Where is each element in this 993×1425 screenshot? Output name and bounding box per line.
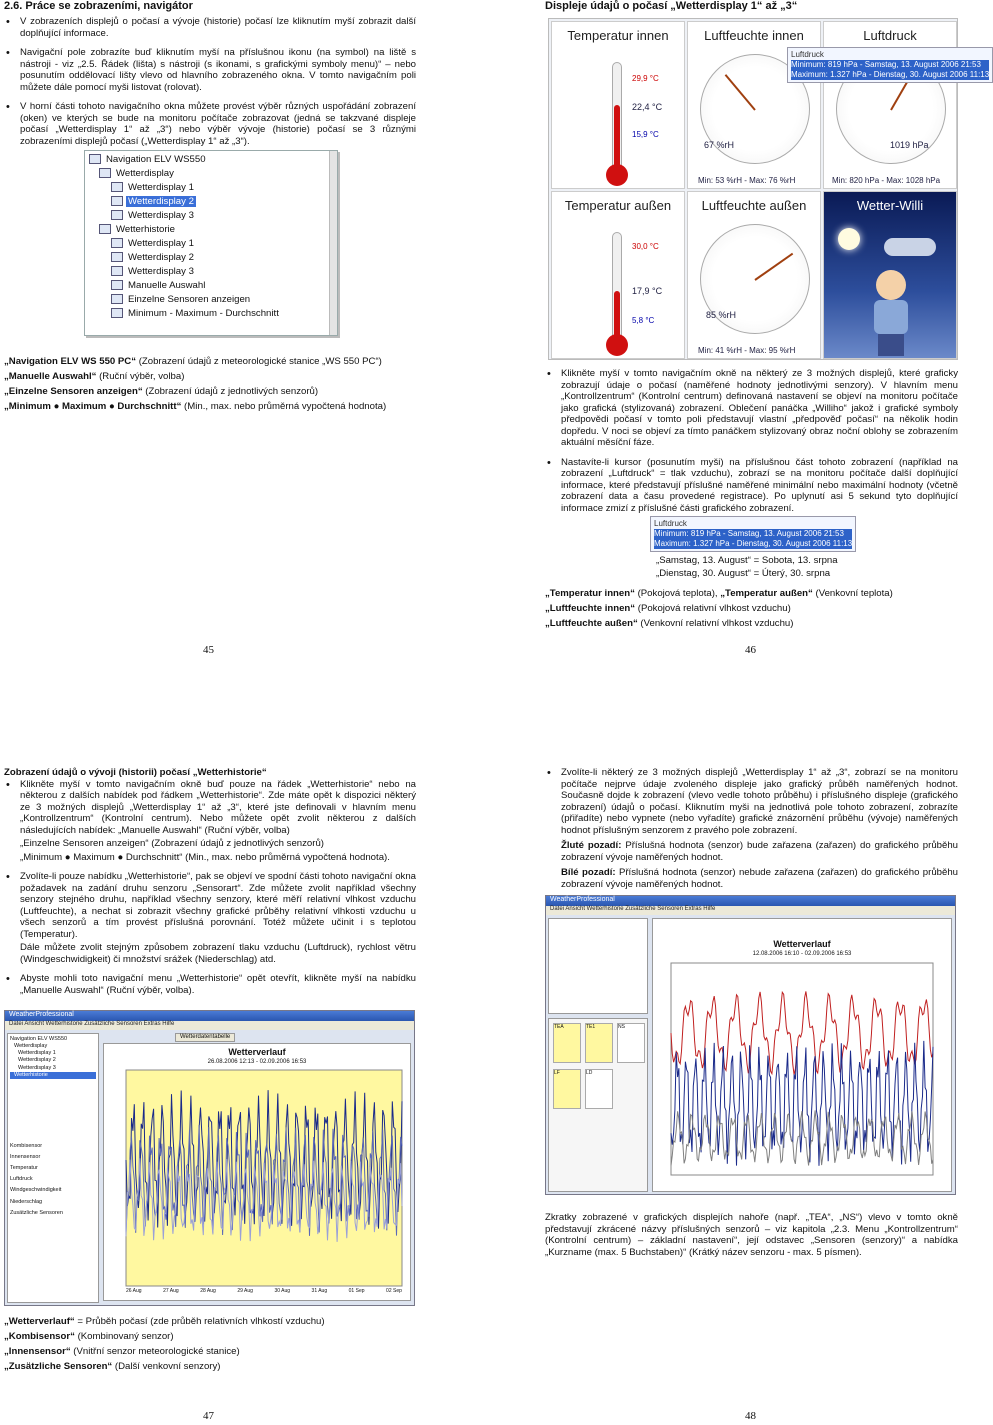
humidity-history-plot <box>126 1070 402 1286</box>
panel-pressure[interactable]: Luftdruck 1019 hPa Min: 820 hPa - Max: 1028 hPa <box>823 21 957 189</box>
multi-series-plot <box>671 963 933 1175</box>
tree-history-1[interactable]: Wetterdisplay 1 <box>111 238 196 250</box>
mini-display-grid[interactable]: TEA TE1 NS LF LD <box>548 1018 648 1192</box>
p46-text <box>545 368 958 518</box>
display-icon <box>111 210 123 220</box>
history-icon <box>111 238 123 248</box>
history-chart: Wetterverlauf 12.08.2006 16:10 - 02.09.2006 16:53 <box>652 918 952 1192</box>
monitor-icon <box>89 154 101 164</box>
willi-figure-icon <box>876 270 906 300</box>
tree-root[interactable]: Navigation ELV WS550 <box>89 154 208 166</box>
thermometer-bulb <box>606 334 628 356</box>
p48-note: Zkratky zobrazené v grafických displejích nahoře (např. „TEA“, „NS“) vlevo v tomto okně představují zkrácené názvy příslušných senzorů – viz kapitola „2.3. Menu „Kontrollzentrum“ (Kontrolní centrum) – základní nastavení“, její odstavec „Sensoren (senzory)“ a nabídka „Kurzname (max. 5 Buchstaben)“ (Krátký název senzoru - max. 5 písmen). <box>545 1212 958 1258</box>
p46-legend: „Temperatur innen“ (Pokojová teplota), „Temperatur außen“ (Venkovní teplota) „Luftfeuchte innen“ (Pokojová relativní vlhkost vzduchu) „Luftfeuchte außen“ (Venkovní relativní vlhkost vzduchu) <box>545 588 893 629</box>
page-number-48: 48 <box>745 1410 756 1422</box>
panel-wetter-willi[interactable]: Wetter-Willi <box>823 191 957 359</box>
bullet-2: • Zvolíte-li pouze nabídku „Wetterhistorie“, pak se objeví ve spodní části tohoto navigační okna požadavek na zadání druhu senzoru „Sensorart“. Zde můžete zvolit například všechny senzory stejného druhu, například všechny senzory, které měří relativní vlhkost vzduchu (Luftfeuchte), a nechat si zobrazit všechny grafické průběhy relativní vlhkosti vzduchu u všech senzorů a tím provést příslušná porovnání. Totéž můžete učinit i s teplotou (Temperatur). Dále můžete zvolit stejným způsobem zobrazení tlaku vzduchu (Luftdruck), rychlost větru (Windgeschwidigkeit) či množství srážek (Niederschlag) atd. <box>4 871 416 965</box>
cloud-icon <box>884 238 936 256</box>
page-number-46: 46 <box>745 644 756 656</box>
wetterdisplay-history-screenshot: WeatherProfessional Datei Ansicht Wetterhistorie Zusätzliche Sensoren Extras Hilfe TEA TE1 NS LF LD Wetterverlauf 12.08.2006 16:10 - 02.09.2006 16:53 <box>545 895 956 1195</box>
panel-title: Temperatur innen <box>567 28 669 43</box>
folder-icon <box>99 168 111 178</box>
panel-temp-innen[interactable]: Temperatur innen 29,9 °C 22,4 °C 15,9 °C <box>551 21 685 189</box>
tree-scrollbar[interactable] <box>329 151 337 335</box>
p47-legend: „Wetterverlauf“ = Průběh počasí (zde průběh relativních vlhkostí vzduchu) „Kombisensor“ (Kombinovaný senzor) „Innensensor“ (Vnitřní senzor meteorologické stanice) „Zusätzliche Sensoren“ (Další venkovní senzory) <box>4 1316 325 1372</box>
page-number-47: 47 <box>203 1410 214 1422</box>
moon-icon <box>838 228 860 250</box>
panel-humidity-aussen[interactable]: Luftfeuchte außen 85 %rH Min: 41 %rH - Max: 95 %rH <box>687 191 821 359</box>
panel-temp-aussen[interactable]: Temperatur außen 30,0 °C 17,9 °C 5,8 °C <box>551 191 685 359</box>
p45-legend: „Navigation ELV WS 550 PC“ (Zobrazení údajů z meteorologické stanice „WS 550 PC“) „Manuelle Auswahl“ (Ruční výběr, volba) „Einzelne Sensoren anzeigen“ (Zobrazení údajů z jednotlivých senzorů) „Minimum ● Maximum ● Durchschnitt“ (Min., max. nebo průměrná vypočtená hodnota) <box>4 356 387 412</box>
tree-history-3[interactable]: Wetterdisplay 3 <box>111 266 196 278</box>
history-icon <box>111 266 123 276</box>
tree-history-2[interactable]: Wetterdisplay 2 <box>111 252 196 264</box>
section-heading: 2.6. Práce se zobrazeními, navigátor <box>4 0 193 12</box>
history-icon <box>111 252 123 262</box>
tree-sensors[interactable]: Einzelne Sensoren anzeigen <box>111 294 252 306</box>
weather-display <box>548 18 990 360</box>
page-48 <box>545 767 958 894</box>
panel-humidity-innen[interactable]: Luftfeuchte innen 67 %rH Min: 53 %rH - Max: 76 %rH <box>687 21 821 189</box>
hand-icon <box>111 280 123 290</box>
tab-wetterdatentabelle[interactable]: Wetterdatentabelle <box>175 1033 235 1042</box>
pressure-tooltip: Luftdruck Minimum: 819 hPa - Samstag, 13. August 2006 21:53 Maximum: 1.327 hPa - Dienstag, 30. August 2006 11:13 <box>787 47 993 83</box>
bullet-1: • Klikněte myší v tomto navigačním okně na některý ze 3 možných displejů, které graficky zobrazují údaje o počasí (naměřené hodnoty jednotlivými senzory). V hlavním menu „Kontrollzentrum“ (Kontrolní centrum) definovaná nastavení se objeví na monitoru počítače jako grafická (stylizovaná) zobrazení. Oblečení panáčka „Williho“ jakož i grafické symboly předpovědi počasí v tomto poli představují vlastní „předpověď počasí“ na několik hodin dopředu. V noci se objeví za tímto panáčkem stylizovaný obraz noční oblohy se zobrazením aktuální měsíční fáze. <box>545 368 958 449</box>
page-45 <box>4 0 416 151</box>
p46-heading: Displeje údajů o počasí „Wetterdisplay 1“ až „3“ <box>545 0 798 12</box>
nav-pane[interactable] <box>548 918 648 1014</box>
bullet-1: • V zobrazeních displejů o počasí a vývoje (historie) počasí lze kliknutím myší zobrazit další doplňující informace. <box>4 16 416 39</box>
x-axis-ticks: 26 Aug 27 Aug 28 Aug 29 Aug 30 Aug 31 Aug 01 Sep 02 Sep <box>126 1288 402 1294</box>
bullet-3: • Abyste mohli toto navigační menu „Wetterhistorie“ opět otevřít, klikněte myší na nabídku „Manuelle Auswahl“ (Ruční výběr, volba). <box>4 973 416 996</box>
history-chart: Wetterverlauf 26.08.2006 12:13 - 02.09.2006 16:53 26 Aug 27 Aug 28 Aug 29 Aug 30 Aug 31 Aug 01 Sep 02 Sep <box>103 1043 411 1301</box>
navigator-tree[interactable] <box>84 150 338 336</box>
willi-body <box>874 300 908 334</box>
thermometer-icon <box>612 62 622 170</box>
thermometer-icon <box>612 232 622 340</box>
willi-legs <box>878 334 904 356</box>
bullet-2: • Nastavíte-li kursor (posunutím myši) na příslušnou část tohoto zobrazení (například na zobrazení „Luftdruck“ = tlak vzduchu), zobrazí se na monitoru počítače další doplňující informace, které představují příslušné naměřené minimální nebo maximální hodnoty (včetně zobrazení data a času provedené registrace). Po uplynutí asi 5 sekund tyto doplňující informace zmizí z příslušné části grafického zobrazení. <box>545 457 958 515</box>
tree-minmax[interactable]: Minimum - Maximum - Durchschnitt <box>111 308 281 320</box>
pressure-tooltip-detail: Luftdruck Minimum: 819 hPa - Samstag, 13. August 2006 21:53 Maximum: 1.327 hPa - Dienstag, 30. August 2006 11:13 <box>650 516 856 552</box>
tree-wetterdisplay-2[interactable]: Wetterdisplay 2 <box>111 196 196 208</box>
wetterhistorie-screenshot: WeatherProfessional Datei Ansicht Wetterhistorie Zusätzliche Sensoren Extras Hilfe Navigation ELV WS550 Wetterdisplay Wetterdisplay 1 Wetterdisplay 2 Wetterdisplay 3 Wetterhistorie Kombisensor Innensensor Temperatur Luftdruck Windgeschwindigkeit Niederschlag Zusätzliche Sensoren Wetterdatentabelle Wetterverlauf 26.08.2006 12:13 - 02.09.2006 16:53 26 Aug 27 Aug 28 Aug 29 Aug 30 Aug 31 Aug 01 Sep 02 Sep <box>4 1010 415 1306</box>
date-notes: „Samstag, 13. August“ = Sobota, 13. srpna „Dienstag, 30. August“ = Úterý, 30. srpna <box>656 555 838 580</box>
bullet-1: • Zvolíte-li některý ze 3 možných displejů „Wetterdisplay 1“ až „3“, zobrazí se na monitoru počítače nejprve údaje zvoleného displeje jako grafický průběh naměřených hodnot. Současně dojde k zobrazení (vlevo vedle tohoto průběhu) i příslušného displeje (grafického zobrazení) údajů o počasí. Kliknutím myši na jednotlivá pole tohoto zobrazení, zobrazíte (přiřadíte) nebo vypnete (nebo vyřadíte) grafické znázornění průběhu (vývoje) naměřených hodnot příslušným senzorem z pravého pole zobrazení. Žluté pozadí: Příslušná hodnota (senzor) bude zařazena (zařazen) do grafického průběhu zobrazení vývoje naměřených hodnot. Bílé pozadí: Příslušná hodnota (senzor) nebude zařazena (zařazen) do grafického průběhu zobrazení vývoje naměřených hodnot. <box>545 767 958 890</box>
tree-wetterdisplay-3[interactable]: Wetterdisplay 3 <box>111 210 196 222</box>
thermometer-bulb <box>606 164 628 186</box>
page-47 <box>4 767 416 1000</box>
page-number-45: 45 <box>203 644 214 656</box>
chart-icon <box>111 308 123 318</box>
bullet-2: • Navigační pole zobrazíte buď kliknutím myší na příslušnou ikonu (na symbol) na liště s nástroji - viz „2.5. Řádek (lišta) s nástroji (s ikonami, s grafickými symboly menu)“ – nebo posunutím oddělovací lišty vlevo od hlavního zobrazeného okna. V tomto navigačním poli můžete dále pomocí myši listovat (rolovat). <box>4 47 416 93</box>
sensor-icon <box>111 294 123 304</box>
folder-icon <box>99 224 111 234</box>
display-icon <box>111 196 123 206</box>
tree-wetterdisplay[interactable]: Wetterdisplay <box>99 168 176 180</box>
p47-heading: Zobrazení údajů o vývoji (historii) počasí „Wetterhistorie“ <box>4 767 267 778</box>
bullet-3: • V horní části tohoto navigačního okna můžete provést výběr různých uspořádání zobrazení (oken) ve kterých se bude na monitoru počítače zobrazovat (jedná se takzvané displeje počasí „Wetterdisplay 1“ až „3“) nebo výběr vývoje (historie) počasí se 3 různými zobrazeními displejů počasí („Wetterdisplay 1“ až „3“). <box>4 101 416 147</box>
bullet-1: • Klikněte myší v tomto navigačním okně buď pouze na řádek „Wetterhistorie“ nebo na některou z dalších nabídek pod řádkem „Wetterhistorie“. Zde máte opět k dispozici některý ze 3 možných displejů „Wetterdisplay 1“ až „3“, které jste definovali v hlavním menu „Kontrollzentrum“ (Kontrolní centrum). Nebo můžete opět zvolit některou z dalších následujících nabídek: „Manuelle Auswahl“ (Ruční výběr, volba) „Einzelne Sensoren anzeigen“ (Zobrazení údajů z jednotlivých senzorů) „Minimum ● Maximum ● Durchschnitt“ (Min., max. nebo průměrná vypočtená hodnota). <box>4 779 416 864</box>
tree-wetterdisplay-1[interactable]: Wetterdisplay 1 <box>111 182 196 194</box>
tree-manual[interactable]: Manuelle Auswahl <box>111 280 207 292</box>
nav-pane[interactable]: Navigation ELV WS550 Wetterdisplay Wetterdisplay 1 Wetterdisplay 2 Wetterdisplay 3 Wetterhistorie Kombisensor Innensensor Temperatur Luftdruck Windgeschwindigkeit Niederschlag Zusätzliche Sensoren <box>7 1033 99 1303</box>
display-icon <box>111 182 123 192</box>
tree-wetterhistorie[interactable]: Wetterhistorie <box>99 224 177 236</box>
